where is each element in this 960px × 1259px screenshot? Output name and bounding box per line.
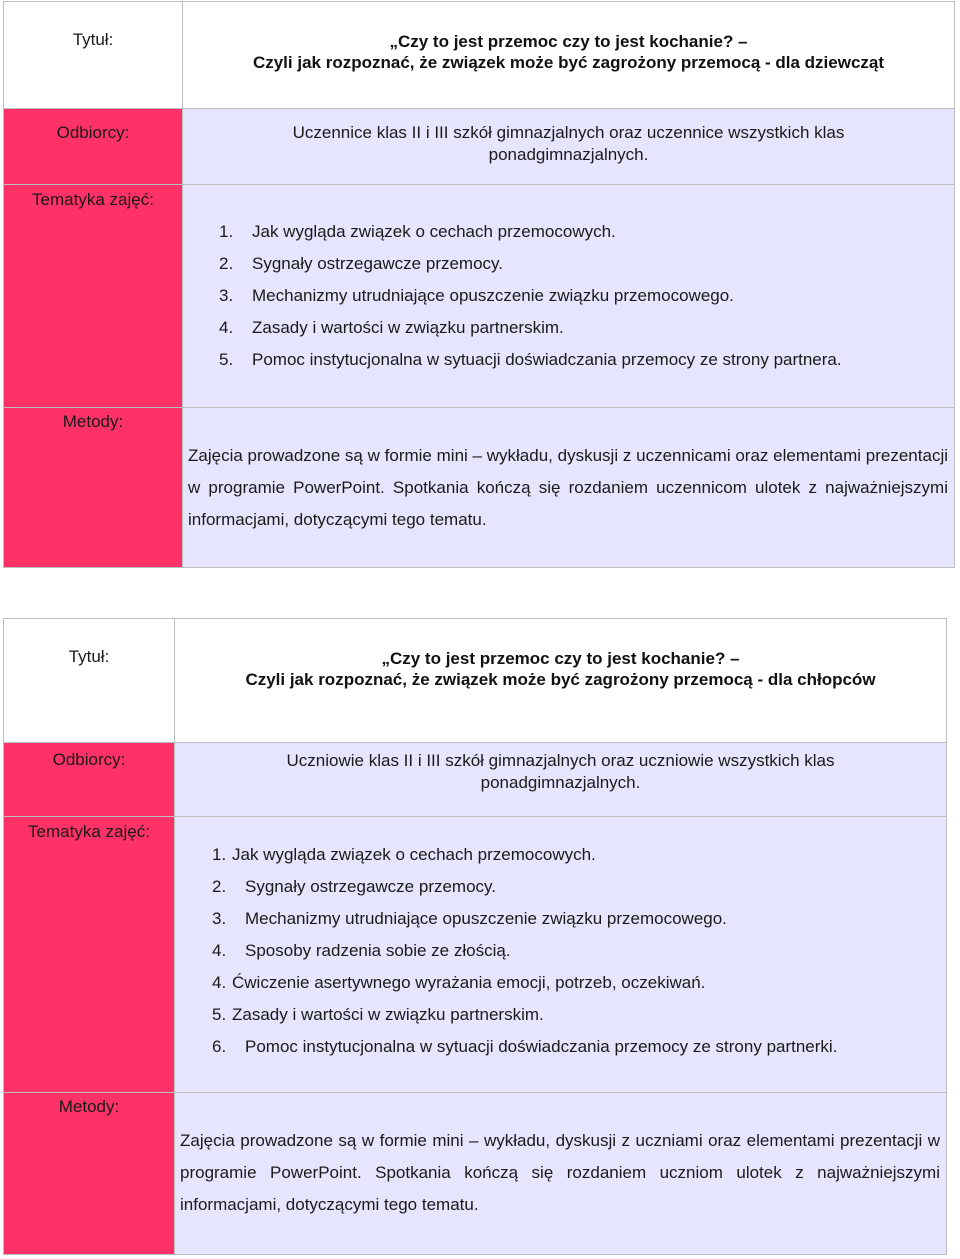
topics-label-cell [4,817,175,1093]
topic-text: Ćwiczenie asertywnego wyrażania emocji, potrzeb, oczekiwań. [232,973,706,992]
recipients-text: Uczniowie klas II i III szkół gimnazjalnych oraz uczniowie wszystkich klas ponadgimnazjalnych. [286,751,835,792]
topic-text: Sygnały ostrzegawcze przemocy. [245,877,497,896]
title-label: Tytuł: [72,30,114,49]
topic-text: Pomoc instytucjonalna w sytuacji doświadczania przemocy ze strony partnerki. [245,1037,838,1056]
title-label-cell [4,619,175,743]
topic-number: 5. [212,1005,227,1024]
topic-number: 4. [212,973,227,992]
methods-label: Metody: [58,1097,120,1116]
recipients-label: Odbiorcy: [56,123,130,142]
methods-cell [183,408,955,568]
topic-item [212,903,946,935]
topic-item [212,935,946,967]
topic-text: Pomoc instytucjonalna w sytuacji doświadczania przemocy ze strony partnera. [252,350,842,369]
recipients-label-cell [4,109,183,185]
title-line-2: Czyli jak rozpoznać, że związek może być zagrożony przemocą - dla chłopców [245,670,876,689]
title-cell [175,619,947,743]
topic-text: Zasady i wartości w związku partnerskim. [252,318,564,337]
topic-item [219,216,954,248]
topic-item [212,871,946,903]
topic-text: Mechanizmy utrudniające opuszczenie związku przemocowego. [245,909,727,928]
title-line-1: „Czy to jest przemoc czy to jest kochanie? – [389,32,748,51]
topic-text: Zasady i wartości w związku partnerskim. [232,1005,544,1024]
topics-cell [183,185,955,408]
title-cell [183,2,955,109]
topic-text: Jak wygląda związek o cechach przemocowych. [252,222,616,241]
recipients-text: Uczennice klas II i III szkół gimnazjalnych oraz uczennice wszystkich klas ponadgimnazjalnych. [292,123,845,164]
methods-text: Zajęcia prowadzone są w formie mini – wykładu, dyskusji z uczennicami oraz elementami prezentacji w programie PowerPoint. Spotkania kończą się rozdaniem uczennicom ulotek z najważniejszymi informacjami, dotyczącymi tego tematu. [188,446,948,529]
methods-label-cell [4,1093,175,1255]
topics-list [183,185,954,376]
methods-text: Zajęcia prowadzone są w formie mini – wykładu, dyskusji z uczniami oraz elementami prezentacji w programie PowerPoint. Spotkania kończą się rozdaniem uczniom ulotek z najważniejszymi informacjami, dotyczącymi tego tematu. [180,1131,940,1214]
recipients-cell [175,743,947,817]
topics-list [175,817,946,1063]
topic-item [219,312,954,344]
topic-text: Sygnały ostrzegawcze przemocy. [252,254,504,273]
topic-number: 4. [212,941,227,960]
title-label: Tytuł: [68,647,110,666]
topic-number: 2. [212,877,227,896]
program-table-girls [3,1,955,568]
topic-number: 4. [219,318,234,337]
topics-cell [175,817,947,1093]
topic-item [212,999,946,1031]
topic-item [212,967,946,999]
topic-item [219,248,954,280]
title-line-1: „Czy to jest przemoc czy to jest kochanie? – [381,649,740,668]
topics-label-cell [4,185,183,408]
topic-number: 1. [212,845,227,864]
methods-cell [175,1093,947,1255]
recipients-label-cell [4,743,175,817]
topic-text: Mechanizmy utrudniające opuszczenie związku przemocowego. [252,286,734,305]
title-label-cell [4,2,183,109]
recipients-cell [183,109,955,185]
topic-item [219,280,954,312]
topic-number: 5. [219,350,234,369]
topics-label: Tematyka zajęć: [32,190,154,209]
methods-label-cell [4,408,183,568]
topic-number: 3. [219,286,234,305]
topic-item [212,1031,946,1063]
topic-number: 6. [212,1037,227,1056]
topic-item [212,839,946,871]
topic-item [219,344,954,376]
topic-number: 2. [219,254,234,273]
program-table-boys [3,618,947,1255]
topic-text: Sposoby radzenia sobie ze złością. [245,941,511,960]
title-line-2: Czyli jak rozpoznać, że związek może być zagrożony przemocą - dla dziewcząt [252,53,885,72]
topic-text: Jak wygląda związek o cechach przemocowych. [232,845,596,864]
methods-label: Metody: [62,412,124,431]
topics-label: Tematyka zajęć: [28,822,150,841]
topic-number: 3. [212,909,227,928]
topic-number: 1. [219,222,234,241]
recipients-label: Odbiorcy: [52,750,126,769]
